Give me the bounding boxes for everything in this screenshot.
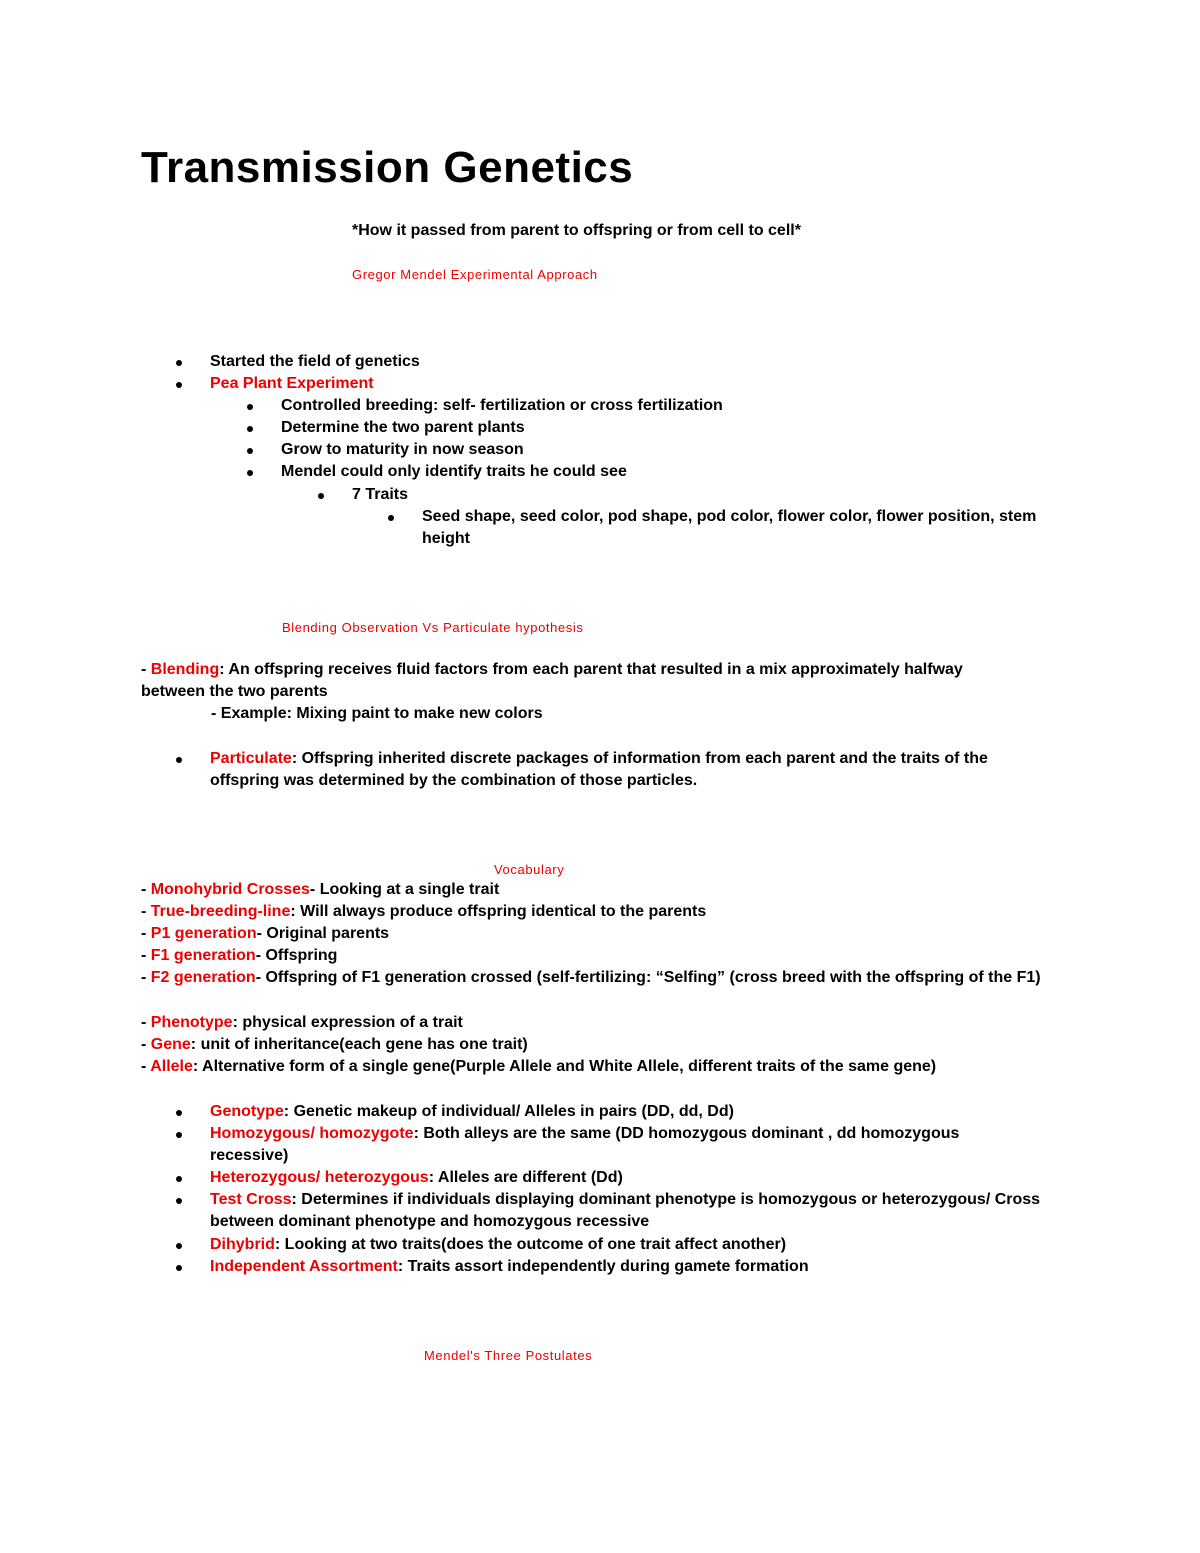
vocab-item: - Monohybrid Crosses- Looking at a single trait — [141, 881, 500, 898]
section-heading-vocabulary: Vocabulary — [494, 862, 565, 877]
subtitle: *How it passed from parent to offspring or from cell to cell* — [352, 222, 801, 239]
list-item-text: Seed shape, seed color, pod shape, pod color, flower color, flower position, stem height — [422, 508, 1037, 547]
list-item — [210, 1189, 1050, 1233]
list-item — [210, 1234, 786, 1256]
definition: : Traits assort independently during gamete formation — [397, 1258, 809, 1275]
term-blending: Blending — [150, 661, 220, 678]
bullet-icon — [176, 382, 182, 388]
definition: : Determines if individuals displaying dominant phenotype is homozygous or heterozygous/ Cross between dominant phenotype and homozygous recessive — [210, 1191, 1041, 1230]
term: True-breeding-line — [150, 903, 291, 920]
term: Heterozygous/ heterozygous — [210, 1169, 429, 1186]
term: Independent Assortment — [210, 1258, 398, 1275]
term: Genotype — [210, 1103, 284, 1120]
list-item-text: Pea Plant Experiment — [210, 375, 374, 392]
term: Homozygous/ homozygote — [210, 1125, 414, 1142]
sub-list-item — [281, 395, 723, 417]
list-item-text: Started the field of genetics — [210, 353, 420, 370]
bullet-icon — [247, 470, 253, 476]
bullet-icon — [247, 426, 253, 432]
list-item — [210, 748, 1050, 792]
definition-blending: : An offspring receives fluid factors from each parent that resulted in a mix approximately halfway between the two parents — [141, 661, 963, 700]
list-item-text: 7 Traits — [352, 486, 409, 503]
sub-list-item — [281, 439, 524, 461]
list-item — [210, 1256, 809, 1278]
bullet-icon — [318, 493, 324, 499]
term: P1 generation — [150, 925, 257, 942]
term: F1 generation — [150, 947, 256, 964]
term: Gene — [150, 1036, 191, 1053]
definition: : unit of inheritance(each gene has one trait) — [190, 1036, 528, 1053]
definition-particulate: : Offspring inherited discrete packages of information from each parent and the traits of the offspring was determined by the combination of those particles. — [210, 750, 988, 789]
example-line: - Example: Mixing paint to make new colors — [211, 705, 543, 722]
term: F2 generation — [150, 969, 256, 986]
definition: : Looking at two traits(does the outcome of one trait affect another) — [274, 1236, 787, 1253]
bullet-icon — [247, 404, 253, 410]
term: Phenotype — [150, 1014, 233, 1031]
bullet-icon — [176, 1243, 182, 1249]
sub-list-item — [281, 461, 627, 483]
bullet-icon — [176, 1265, 182, 1271]
bullet-icon — [247, 448, 253, 454]
definition: - Original parents — [256, 925, 390, 942]
list-item — [210, 1123, 1010, 1167]
sub-sub-list-item — [352, 484, 408, 506]
sub-sub-sub-list-item — [422, 506, 1042, 550]
vocab-item: - P1 generation- Original parents — [141, 925, 390, 942]
list-item — [210, 373, 374, 395]
bullet-icon — [388, 515, 394, 521]
definition: - Offspring of F1 generation crossed (self-fertilizing: “Selfing” (cross breed with the offspring of the F1) — [255, 969, 1041, 986]
vocab-item: - True-breeding-line: Will always produce offspring identical to the parents — [141, 903, 707, 920]
term-particulate: Particulate — [210, 750, 292, 767]
bullet-icon — [176, 1198, 182, 1204]
bullet-icon — [176, 1110, 182, 1116]
bullet-icon — [176, 1176, 182, 1182]
list-item-text: Mendel could only identify traits he could see — [281, 463, 627, 480]
list-item — [210, 351, 420, 373]
term: Allele — [150, 1058, 193, 1075]
vocab-item: - Gene: unit of inheritance(each gene has one trait) — [141, 1036, 528, 1053]
bullet-icon — [176, 1132, 182, 1138]
blending-paragraph: - Blending: An offspring receives fluid factors from each parent that resulted in a mix approximately halfway between the two parents — [141, 661, 963, 700]
sub-list-item — [281, 417, 525, 439]
bullet-icon — [176, 360, 182, 366]
definition: : Alleles are different (Dd) — [428, 1169, 623, 1186]
vocab-item: - F1 generation- Offspring — [141, 947, 338, 964]
definition: : Will always produce offspring identical to the parents — [290, 903, 707, 920]
definition: : Alternative form of a single gene(Purple Allele and White Allele, different traits of the same gene) — [192, 1058, 937, 1075]
term: Test Cross — [210, 1191, 292, 1208]
list-item-text: Controlled breeding: self- fertilization or cross fertilization — [281, 397, 723, 414]
vocab-item: - F2 generation- Offspring of F1 generation crossed (self-fertilizing: “Selfing” (cross breed with the offspring of the F1) — [141, 969, 1041, 986]
list-item — [210, 1101, 734, 1123]
definition: : physical expression of a trait — [232, 1014, 463, 1031]
section-heading-blending: Blending Observation Vs Particulate hypothesis — [282, 620, 584, 635]
list-item-text: Grow to maturity in now season — [281, 441, 524, 458]
term: Monohybrid Crosses — [150, 881, 310, 898]
section-heading-postulates: Mendel's Three Postulates — [424, 1348, 593, 1363]
list-item — [210, 1167, 623, 1189]
document-title: Transmission Genetics — [141, 143, 634, 192]
section-heading-mendel: Gregor Mendel Experimental Approach — [352, 267, 598, 282]
definition: : Genetic makeup of individual/ Alleles in pairs (DD, dd, Dd) — [283, 1103, 734, 1120]
list-item-text: Determine the two parent plants — [281, 419, 525, 436]
definition: : Both alleys are the same (DD homozygous dominant , dd homozygous recessive) — [210, 1125, 960, 1164]
definition: - Looking at a single trait — [309, 881, 500, 898]
definition: - Offspring — [255, 947, 338, 964]
term: Dihybrid — [210, 1236, 275, 1253]
vocab-item: - Phenotype: physical expression of a trait — [141, 1014, 463, 1031]
bullet-icon — [176, 757, 182, 763]
vocab-item: - Allele: Alternative form of a single gene(Purple Allele and White Allele, different traits of the same gene) — [141, 1058, 937, 1075]
